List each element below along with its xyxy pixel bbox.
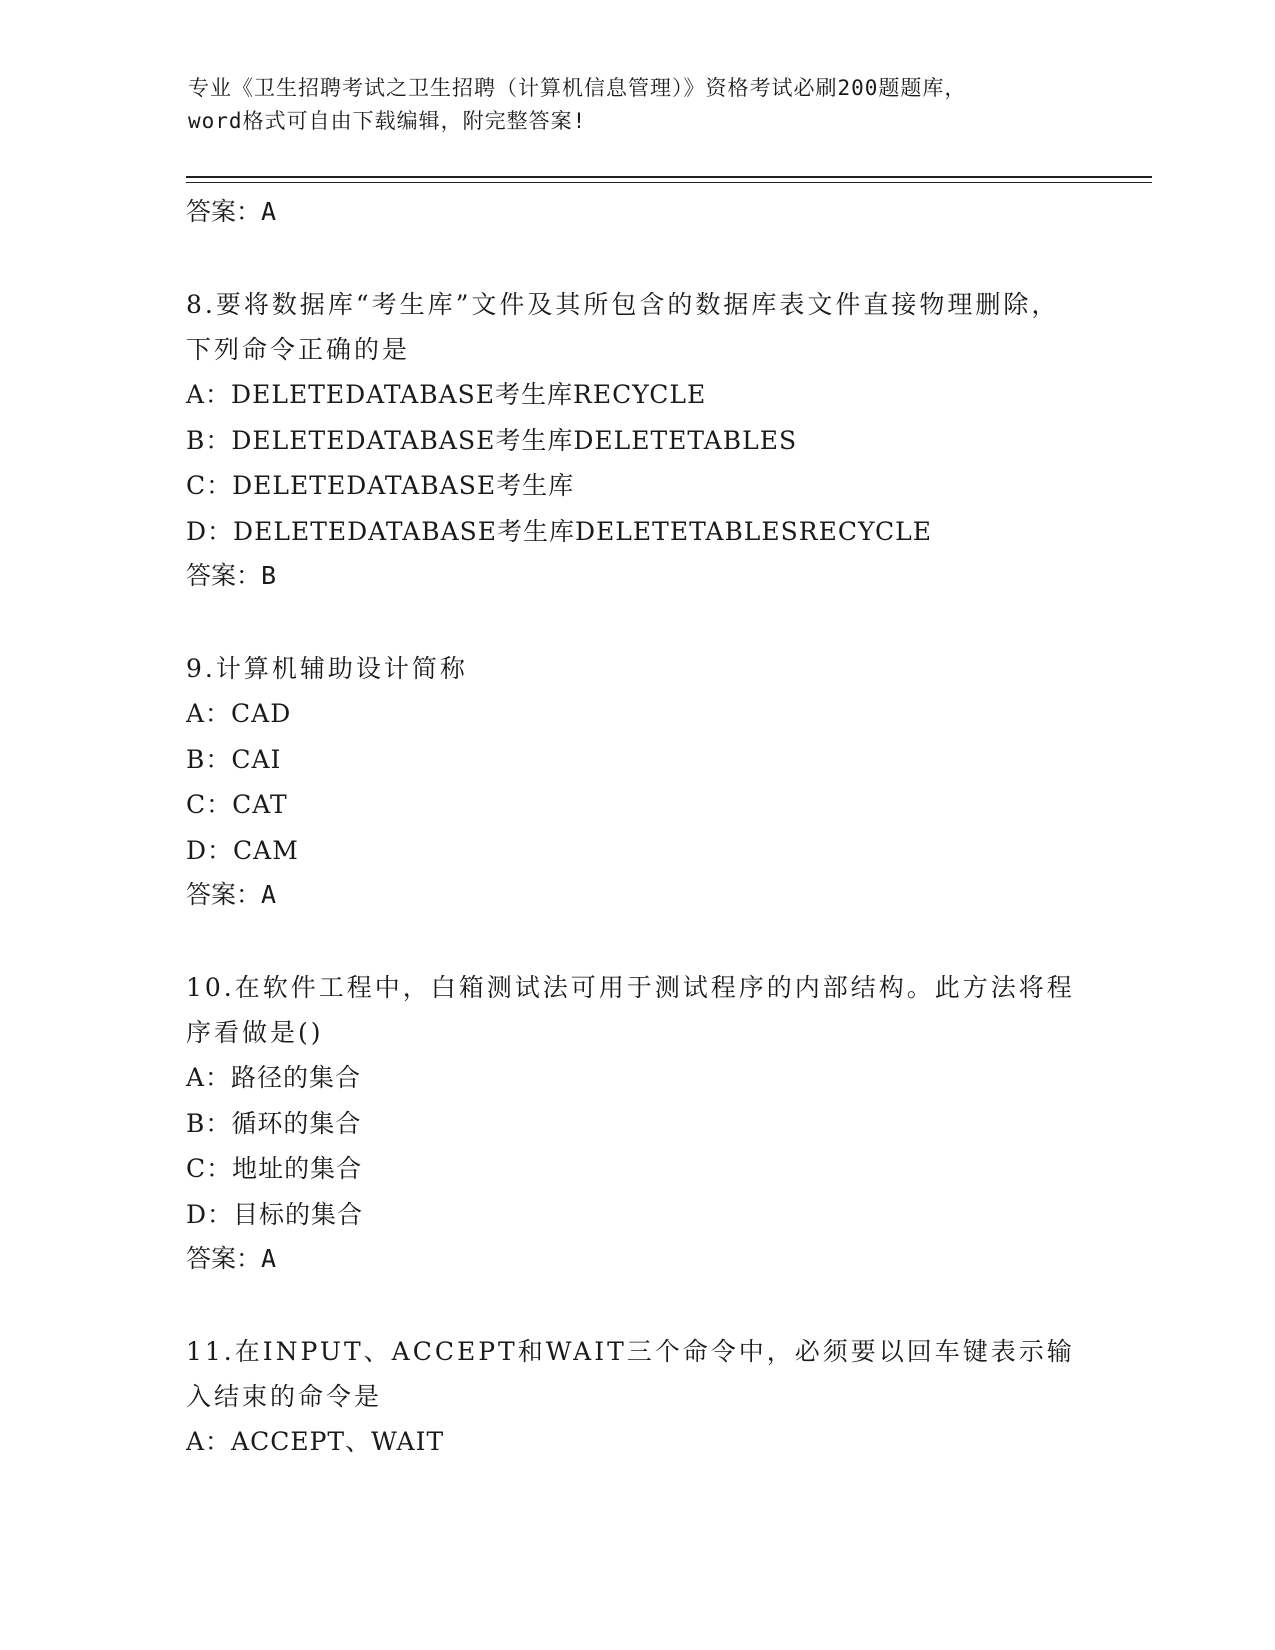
answer-line: 答案：A [186,1244,277,1273]
header-title-line-1: 专业《卫生招聘考试之卫生招聘（计算机信息管理）》资格考试必刷200题题库， [188,76,967,100]
document-header [188,72,1088,138]
question-8 [186,282,1086,598]
option-b: B：CAI [186,744,282,774]
option-a: A：路径的集合 [186,1063,362,1092]
option-b: B：DELETEDATABASE考生库DELETETABLES [186,425,798,455]
answer-line: 答案：A [186,880,277,909]
option-c: C：CAT [186,790,288,819]
question-10 [186,965,1086,1281]
header-divider-thin [186,182,1152,183]
option-c: C：DELETEDATABASE考生库 [186,471,575,500]
question-stem: 10.在软件工程中，白箱测试法可用于测试程序的内部结构。此方法将程序看做是() [186,973,1075,1047]
option-a: A：ACCEPT、WAIT [186,1427,445,1456]
option-d: D：CAM [186,835,299,865]
question-9 [186,646,1086,917]
question-stem: 9.计算机辅助设计简称 [186,654,468,683]
option-a: A：DELETEDATABASE考生库RECYCLE [186,380,707,409]
option-d: D：DELETEDATABASE考生库DELETETABLESRECYCLE [186,516,933,546]
answer-line: 答案：A [186,197,277,226]
answer-line: 答案：B [186,561,277,590]
question-11 [186,1329,1086,1465]
header-divider-thick [186,176,1152,178]
option-c: C：地址的集合 [186,1154,363,1183]
question-list [186,190,1086,1465]
option-d: D：目标的集合 [186,1199,364,1229]
option-b: B：循环的集合 [186,1108,362,1138]
option-a: A：CAD [186,699,292,728]
question-stem: 11.在INPUT、ACCEPT和WAIT三个命令中，必须要以回车键表示输入结束的命令是 [186,1337,1075,1411]
header-title-line-2: word格式可自由下载编辑，附完整答案! [188,109,587,133]
question-stem: 8.要将数据库“考生库”文件及其所包含的数据库表文件直接物理删除，下列命令正确的是 [186,290,1060,364]
